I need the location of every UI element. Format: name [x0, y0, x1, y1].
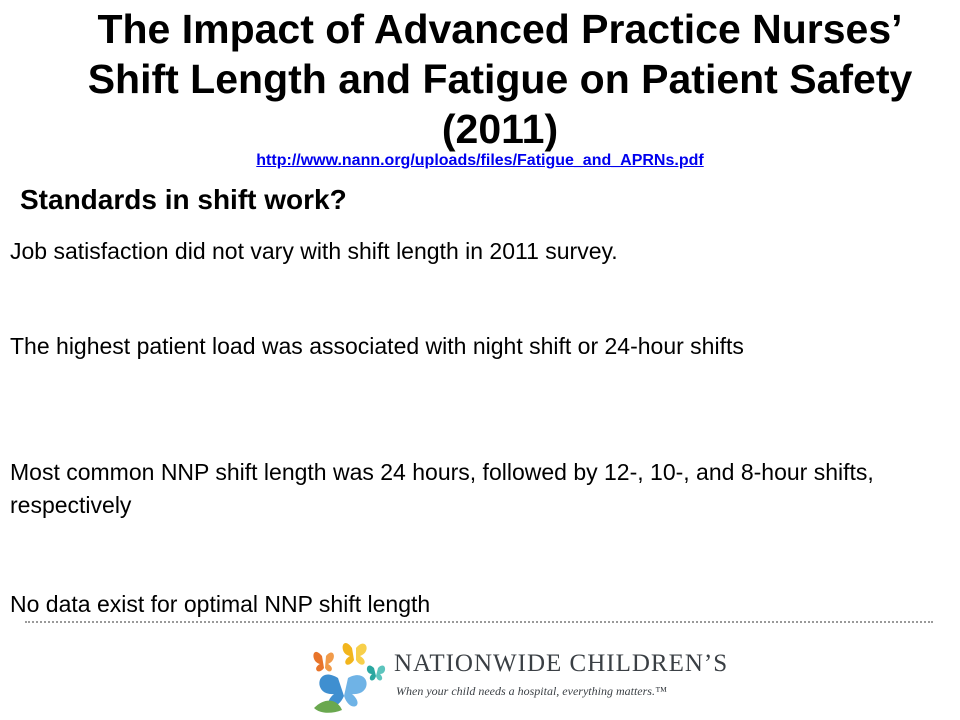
paragraph-no-data: No data exist for optimal NNP shift length: [10, 591, 431, 617]
slide-title: [40, 4, 960, 154]
title-line-2: Shift Length and Fatigue on Patient Safety: [87, 56, 913, 102]
paragraph-job-satisfaction: Job satisfaction did not vary with shift length in 2011 survey.: [10, 238, 618, 264]
slide-subtitle: Standards in shift work?: [20, 184, 347, 215]
title-line-3: (2011): [441, 106, 559, 152]
logo-name: NATIONWIDE CHILDREN’S: [394, 650, 729, 677]
title-line-1: The Impact of Advanced Practice Nurses’: [97, 6, 903, 52]
source-link[interactable]: http://www.nann.org/uploads/files/Fatigue_and_APRNs.pdf: [256, 152, 704, 169]
footer-divider: [25, 621, 933, 623]
paragraph-patient-load: The highest patient load was associated with night shift or 24-hour shifts: [10, 333, 744, 359]
butterflies-icon: [308, 634, 394, 716]
logo-tagline: When your child needs a hospital, everything matters.™: [396, 684, 667, 698]
paragraph-shift-length: Most common NNP shift length was 24 hours, followed by 12-, 10-, and 8-hour shifts, respectively: [10, 459, 874, 518]
nationwide-childrens-logo: [308, 634, 729, 716]
